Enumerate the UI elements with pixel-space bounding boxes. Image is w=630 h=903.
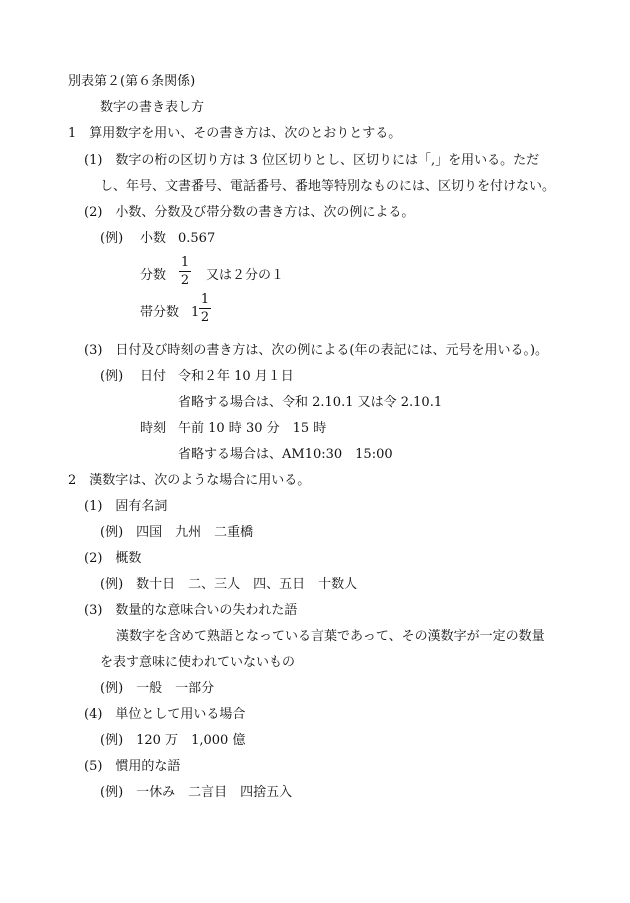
time-short-form: 省略する場合は、AM10:30 15:00 xyxy=(178,447,393,462)
item-2-1-heading: (1) 固有名詞 xyxy=(84,499,168,514)
item-2-3-line-1: 漢数字を含めて熟語となっている言葉であって、その漢数字が一定の数量 xyxy=(116,629,545,644)
fraction-alternative: 又は２分の１ xyxy=(206,268,285,283)
item-2-3-example: (例) 一般 一部分 xyxy=(100,681,215,696)
item-2-5-example: (例) 一休み 二言目 四捨五入 xyxy=(100,785,293,800)
item-1-3-heading: (3) 日付及び時刻の書き方は、次の例による(年の表記には、元号を用いる。)。 xyxy=(84,343,549,358)
section-1-heading: 1 算用数字を用い、その書き方は、次のとおりとする。 xyxy=(68,126,402,141)
mixed-number-fraction xyxy=(199,293,211,324)
document-title: 別表第２(第６条関係) xyxy=(68,74,196,89)
date-value: 令和２年 10 月１日 xyxy=(178,369,294,384)
item-2-3-line-2: を表す意味に使われていないもの xyxy=(100,655,296,670)
mixed-fraction-bar xyxy=(199,308,211,309)
item-2-5-heading: (5) 慣用的な語 xyxy=(84,759,181,774)
date-label: 日付 xyxy=(140,369,167,384)
decimal-value: 0.567 xyxy=(178,231,216,246)
time-value: 午前 10 時 30 分 15 時 xyxy=(178,421,327,436)
time-label: 時刻 xyxy=(140,421,167,436)
item-1-1-line-2: し、年号、文書番号、電話番号、番地等特別なものには、区切りを付けない。 xyxy=(100,179,556,194)
fraction-label: 分数 xyxy=(140,268,167,283)
fraction xyxy=(179,256,191,287)
item-1-1-line-1: (1) 数字の桁の区切り方は 3 位区切りとし、区切りには「,」を用いる。ただ xyxy=(84,153,540,168)
item-2-4-heading: (4) 単位として用いる場合 xyxy=(84,707,246,722)
fraction-numerator: 1 xyxy=(180,255,190,270)
section-2-heading: 2 漢数字は、次のような場合に用いる。 xyxy=(68,473,311,488)
fraction-denominator: 2 xyxy=(180,273,190,288)
item-2-2-heading: (2) 概数 xyxy=(84,551,142,566)
decimal-label: 小数 xyxy=(140,231,167,246)
item-2-4-example: (例) 120 万 1,000 億 xyxy=(100,733,246,748)
example-label: (例) xyxy=(100,231,124,246)
example-label-date: (例) xyxy=(100,369,124,384)
item-2-3-heading: (3) 数量的な意味合いの失われた語 xyxy=(84,603,298,618)
mixed-number-whole: 1 xyxy=(191,305,200,320)
mixed-denominator: 2 xyxy=(200,310,210,325)
mixed-number-label: 帯分数 xyxy=(140,305,180,320)
item-2-2-example: (例) 数十日 二、三人 四、五日 十数人 xyxy=(100,577,358,592)
fraction-bar xyxy=(179,271,191,272)
item-2-1-example: (例) 四国 九州 二重橋 xyxy=(100,525,254,540)
item-1-2-heading: (2) 小数、分数及び帯分数の書き方は、次の例による。 xyxy=(84,205,415,220)
date-short-form: 省略する場合は、令和 2.10.1 又は令 2.10.1 xyxy=(178,395,443,410)
mixed-numerator: 1 xyxy=(200,292,210,307)
document-subtitle: 数字の書き表し方 xyxy=(100,100,205,115)
